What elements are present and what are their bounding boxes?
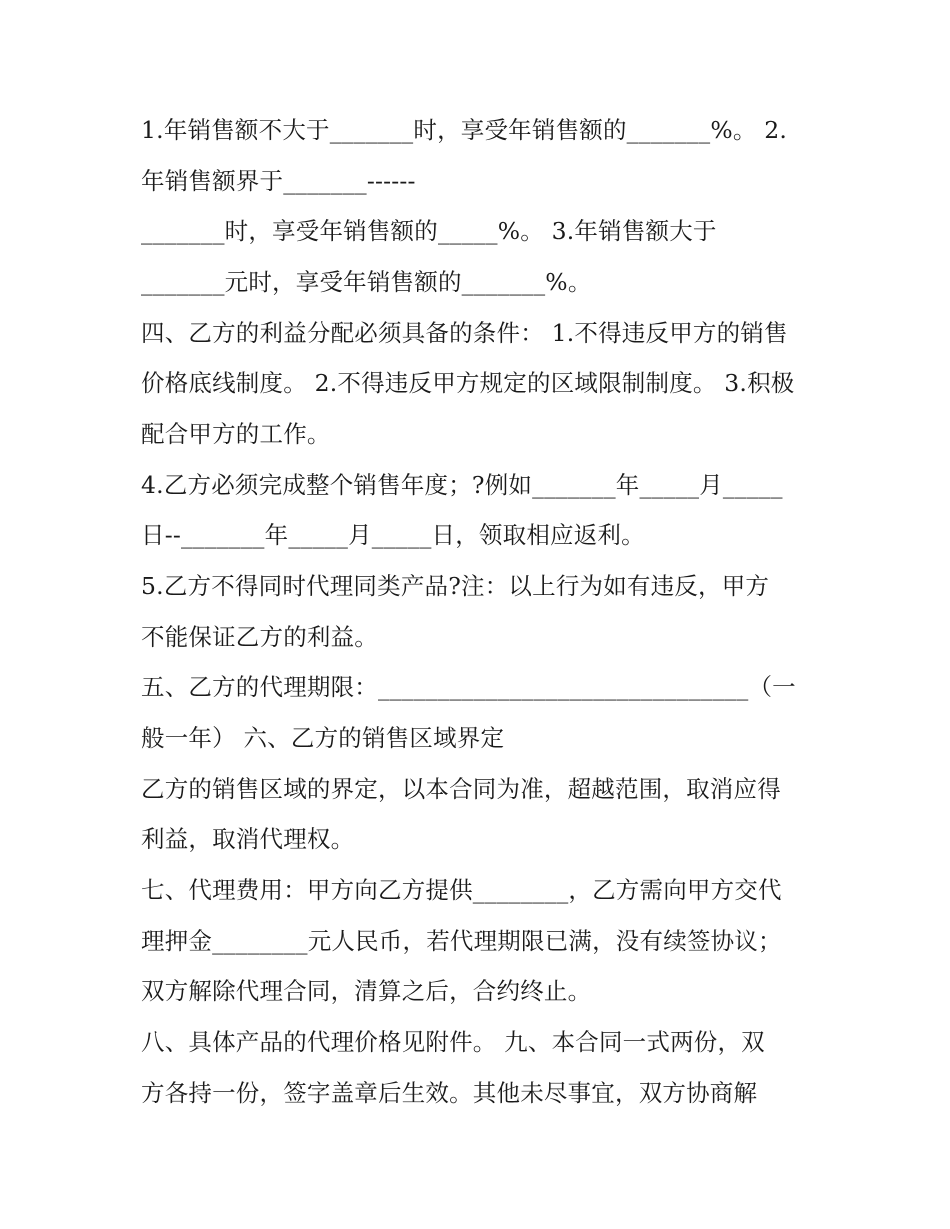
text-line: 年销售额界于_______------ (141, 167, 416, 195)
text-line: 理押金________元人民币，若代理期限已满，没有续签协议； (141, 927, 782, 955)
text-line: _______元时，享受年销售额的_______%。 (141, 268, 592, 296)
text-line: 不能保证乙方的利益。 (141, 623, 378, 651)
text-line: 利益，取消代理权。 (141, 825, 355, 853)
text-line: 4.乙方必须完成整个销售年度；?例如_______年_____月_____ (141, 471, 783, 499)
text-line: 日--_______年_____月_____日，领取相应返利。 (141, 521, 645, 549)
text-line: 乙方的销售区域的界定，以本合同为准，超越范围，取消应得 (141, 775, 781, 803)
text-line: 双方解除代理合同，清算之后，合约终止。 (141, 977, 592, 1005)
text-line: 5.乙方不得同时代理同类产品?注：以上行为如有违反，甲方 (141, 572, 770, 600)
text-line: 四、乙方的利益分配必须具备的条件： 1.不得违反甲方的销售 (141, 319, 788, 347)
text-line: 配合甲方的工作。 (141, 420, 331, 448)
text-line: _______时，享受年销售额的_____%。 3.年销售额大于 (141, 217, 717, 245)
text-line: 五、乙方的代理期限：_______________________________（一 (141, 673, 796, 701)
text-line: 七、代理费用：甲方向乙方提供________，乙方需向甲方交代 (141, 876, 782, 904)
text-line: 方各持一份，签字盖章后生效。其他未尽事宜，双方协商解 (141, 1079, 758, 1107)
text-line: 八、具体产品的代理价格见附件。 九、本合同一式两份，双 (141, 1028, 765, 1056)
text-line: 价格底线制度。 2.不得违反甲方规定的区域限制制度。 3.积极 (141, 369, 795, 397)
text-line: 1.年销售额不大于_______时，享受年销售额的_______%。 2. (141, 116, 788, 144)
text-line: 般一年） 六、乙方的销售区域界定 (141, 724, 505, 752)
